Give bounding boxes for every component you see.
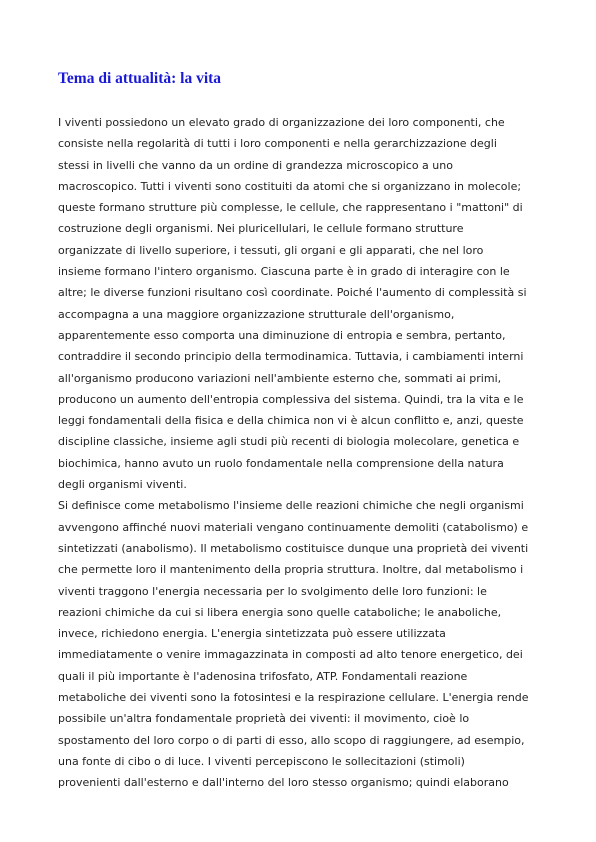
text-line: producono un aumento dell'entropia complessiva del sistema. Quindi, tra la vita e le	[58, 392, 524, 406]
text-line: macroscopico. Tutti i viventi sono costituiti da atomi che si organizzano in molecole;	[58, 179, 522, 193]
text-line: metaboliche dei viventi sono la fotosintesi e la respirazione cellulare. L'energia rende	[58, 691, 529, 705]
text-line: organizzate di livello superiore, i tessuti, gli organi e gli apparati, che nel loro	[58, 243, 484, 257]
text-line: viventi traggono l'energia necessaria per lo svolgimento delle loro funzioni: le	[58, 584, 487, 598]
text-line: apparentemente esso comporta una diminuzione di entropia e sembra, pertanto,	[58, 328, 506, 342]
text-line: avvengono affinché nuovi materiali vengano continuamente demoliti (catabolismo) e	[58, 520, 529, 534]
text-line: Si definisce come metabolismo l'insieme delle reazioni chimiche che negli organismi	[58, 499, 524, 513]
text-line: sintetizzati (anabolismo). Il metabolismo costituisce dunque una proprietà dei viventi	[58, 541, 529, 555]
text-line: spostamento del loro corpo o di parti di esso, allo scopo di raggiungere, ad esempio,	[58, 733, 525, 747]
text-line: immediatamente o venire immagazzinata in composti ad alto tenore energetico, dei	[58, 648, 523, 662]
text-line: biochimica, hanno avuto un ruolo fondamentale nella comprensione della natura	[58, 456, 504, 470]
text-line: I viventi possiedono un elevato grado di organizzazione dei loro componenti, che	[58, 116, 505, 129]
text-line: degli organismi viventi.	[58, 478, 187, 492]
text-line: contraddire il secondo principio della termodinamica. Tuttavia, i cambiamenti interni	[58, 350, 524, 364]
document-body	[58, 112, 558, 794]
text-line: possibile un'altra fondamentale proprietà dei viventi: il movimento, cioè lo	[58, 712, 470, 726]
text-line: quali il più importante è l'adenosina trifosfato, ATP. Fondamentali reazione	[58, 669, 468, 683]
text-line: costruzione degli organismi. Nei pluricellulari, le cellule formano strutture	[58, 222, 464, 236]
text-line: leggi fondamentali della fisica e della chimica non vi è alcun conflitto e, anzi, queste	[58, 414, 524, 428]
text-line: discipline classiche, insieme agli studi più recenti di biologia molecolare, genetica e	[58, 435, 520, 449]
text-line: all'organismo producono variazioni nell'ambiente esterno che, sommati ai primi,	[58, 371, 502, 385]
text-line: invece, richiedono energia. L'energia sintetizzata può essere utilizzata	[58, 627, 446, 641]
text-line: altre; le diverse funzioni risultano così coordinate. Poiché l'aumento di complessità si	[58, 286, 527, 300]
text-line: provenienti dall'esterno e dall'interno del loro stesso organismo; quindi elaborano	[58, 776, 509, 790]
text-line: consiste nella regolarità di tutti i loro componenti e nella gerarchizzazione degli	[58, 137, 497, 151]
text-line: stessi in livelli che vanno da un ordine di grandezza microscopico a uno	[58, 158, 453, 172]
text-line: una fonte di cibo o di luce. I viventi percepiscono le sollecitazioni (stimoli)	[58, 754, 465, 768]
text-line: insieme formano l'intero organismo. Ciascuna parte è in grado di interagire con le	[58, 265, 510, 279]
document-title: Tema di attualità: la vita	[58, 70, 222, 87]
text-line: reazioni chimiche da cui si libera energia sono quelle cataboliche; le anaboliche,	[58, 605, 502, 619]
text-line: che permette loro il mantenimento della propria struttura. Inoltre, dal metabolismo i	[58, 563, 524, 577]
text-line: queste formano strutture più complesse, le cellule, che rappresentano i "mattoni" di	[58, 201, 523, 215]
text-line: accompagna a una maggiore organizzazione strutturale dell'organismo,	[58, 307, 455, 321]
